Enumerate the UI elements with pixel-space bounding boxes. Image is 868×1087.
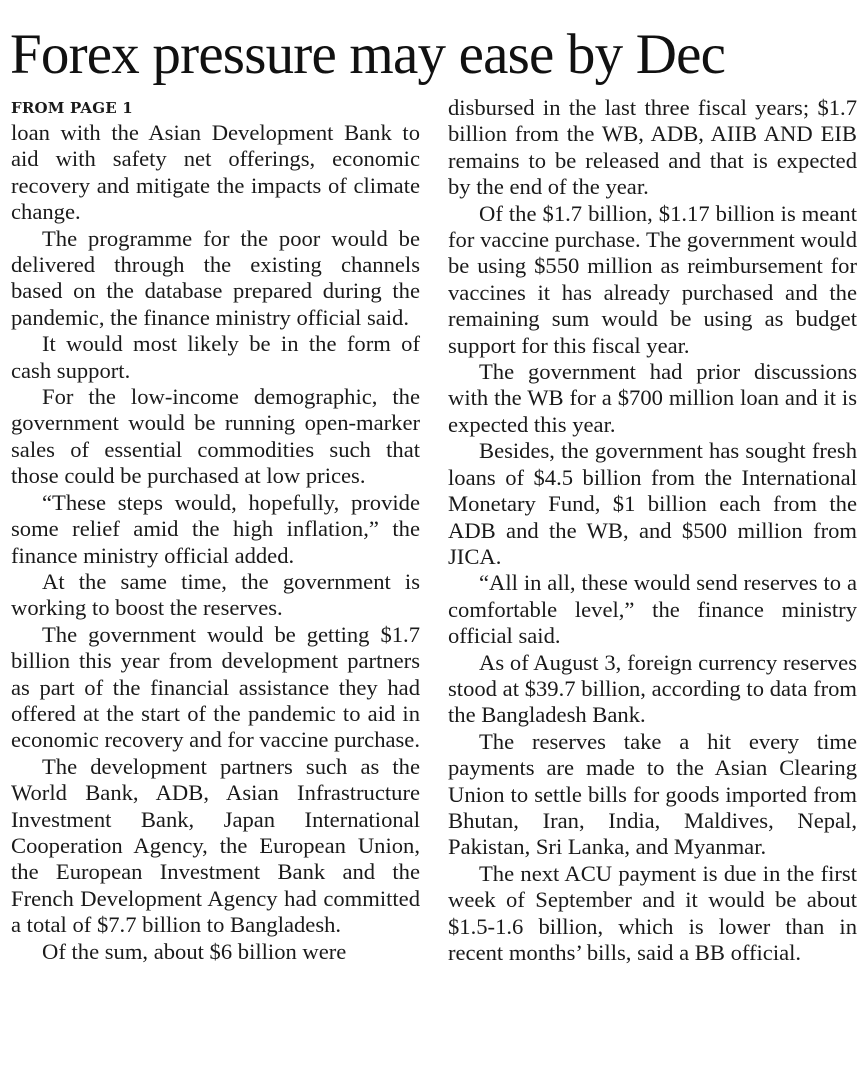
paragraph: “All in all, these would send reserves to a comfortable level,” the finance ministry official said. (448, 570, 857, 649)
paragraph: The reserves take a hit every time payments are made to the Asian Clearing Union to settle bills for goods imported from Bhutan, Iran, India, Maldives, Nepal, Pakistan, Sri Lanka, and Myanmar. (448, 728, 857, 860)
paragraph: For the low-income demographic, the government would be running open-marker sales of essential commodities such that those could be purchased at low prices. (11, 384, 420, 489)
headline: Forex pressure may ease by Dec (10, 23, 726, 86)
paragraph: “These steps would, hopefully, provide some relief amid the high inflation,” the finance ministry official added. (11, 489, 420, 568)
continuation-kicker: FROM PAGE 1 (11, 99, 133, 117)
article-column-left (11, 96, 420, 965)
paragraph: loan with the Asian Development Bank to aid with safety net offerings, economic recovery and mitigate the impacts of climate change. (11, 120, 420, 225)
paragraph: The programme for the poor would be delivered through the existing channels based on the database prepared during the pandemic, the finance ministry official said. (11, 225, 420, 330)
paragraph: At the same time, the government is working to boost the reserves. (11, 568, 420, 621)
paragraph: Besides, the government has sought fresh loans of $4.5 billion from the International Monetary Fund, $1 billion each from the ADB and the WB, and $500 million from JICA. (448, 438, 857, 569)
paragraph: As of August 3, foreign currency reserves stood at $39.7 billion, according to data from the Bangladesh Bank. (448, 649, 857, 728)
paragraph: Of the $1.7 billion, $1.17 billion is meant for vaccine purchase. The government would be using $550 million as reimbursement for vaccines it has already purchased and the remaining sum would be using as budget support for this fiscal year. (448, 200, 857, 358)
paragraph: The government would be getting $1.7 billion this year from development partners as part of the financial assistance they had offered at the start of the pandemic to aid in economic recovery and for vaccine purchase. (11, 621, 420, 753)
paragraph: It would most likely be in the form of cash support. (11, 331, 420, 383)
paragraph: The next ACU payment is due in the first week of September and it would be about $1.5-1.6 billion, which is lower than in recent months’ bills, said a BB official. (448, 860, 857, 965)
paragraph: The government had prior discussions with the WB for a $700 million loan and it is expected this year. (448, 359, 857, 437)
paragraph: disbursed in the last three fiscal years; $1.7 billion from the WB, ADB, AIIB AND EIB remains to be released and that is expected by the end of the year. (448, 95, 857, 200)
paragraph: The development partners such as the World Bank, ADB, Asian Infrastructure Investment Bank, Japan International Cooperation Agency, the European Union, the European Investment Bank and the French Development Agency had committed a total of $7.7 billion to Bangladesh. (11, 753, 420, 938)
paragraph: Of the sum, about $6 billion were (42, 938, 347, 964)
article-column-right (448, 95, 857, 966)
